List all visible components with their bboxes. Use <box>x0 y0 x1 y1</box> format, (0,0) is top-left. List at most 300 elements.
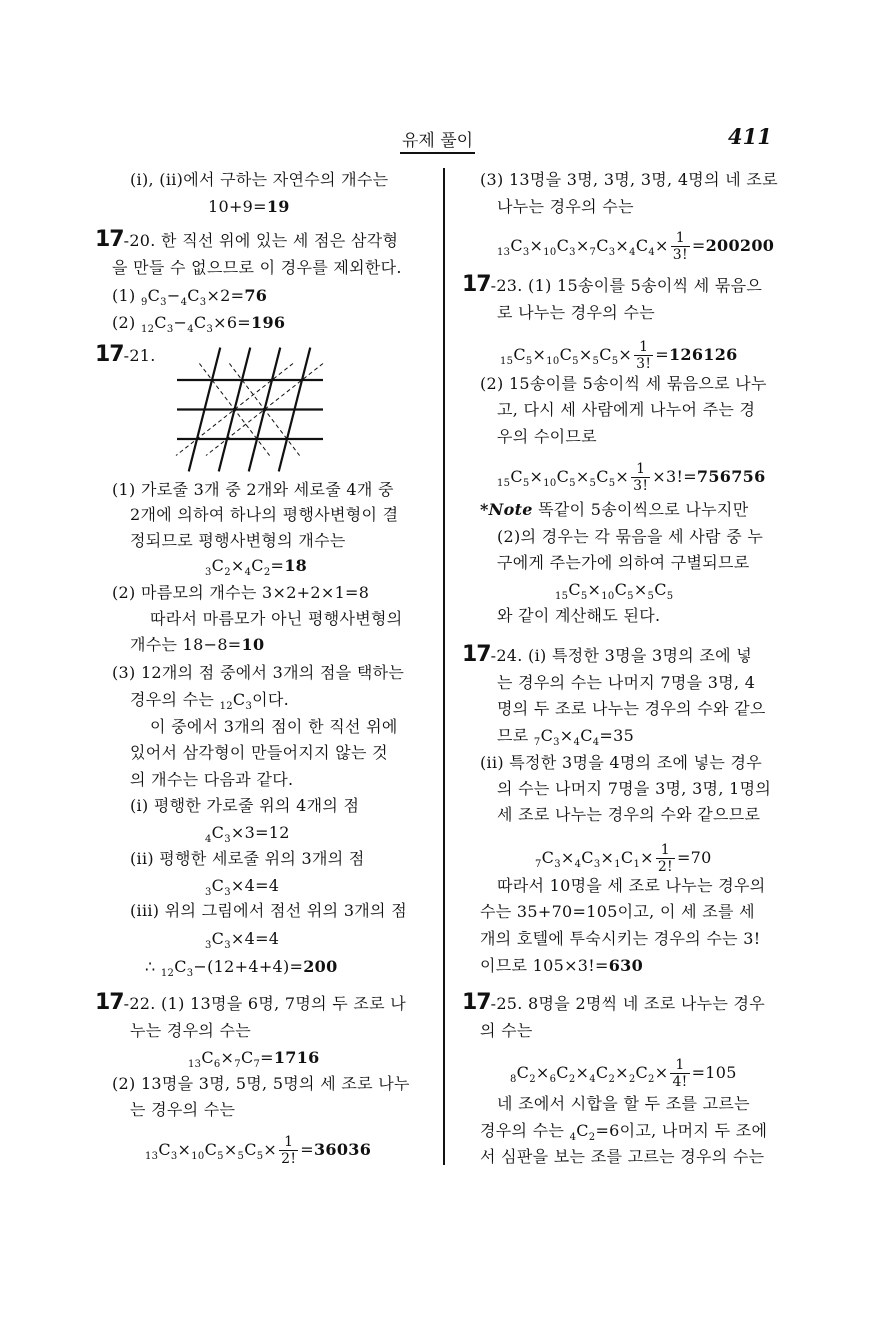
subscript: 12 <box>219 701 233 712</box>
right-column-line <box>480 929 760 949</box>
subscript: 10 <box>546 356 560 367</box>
numerator: 1 <box>656 842 675 859</box>
text: C <box>211 556 225 575</box>
denominator: 2! <box>657 859 673 875</box>
numerator: 1 <box>634 339 653 356</box>
denominator: 4! <box>672 1074 688 1090</box>
right-column-line <box>462 642 753 667</box>
left-column-line <box>112 1074 410 1094</box>
text: C <box>559 345 573 364</box>
text: (2) 13명을 3명, 5명, 5명의 세 조로 나누 <box>112 1074 410 1093</box>
subscript: 13 <box>497 247 511 258</box>
text: 명의 두 조로 나누는 경우의 수와 같으 <box>497 699 766 718</box>
subscript: 5 <box>522 478 530 489</box>
text: C <box>244 1140 257 1159</box>
right-column-line <box>497 876 765 896</box>
text: -25. 8명을 2명씩 네 조로 나누는 경우 <box>490 994 766 1013</box>
subscript: 3 <box>522 247 530 258</box>
subscript: 4 <box>648 247 656 258</box>
text: C <box>510 467 523 486</box>
subscript: 5 <box>611 356 619 367</box>
problem-number: 17 <box>462 642 491 667</box>
text: =35 <box>599 726 635 745</box>
subscript: 3 <box>569 247 576 258</box>
text: C <box>513 345 526 364</box>
left-column-line <box>205 876 279 899</box>
right-column-line <box>497 230 774 263</box>
subscript: 3 <box>166 324 174 335</box>
subscript: 5 <box>572 356 579 367</box>
right-column-line <box>497 805 760 825</box>
subscript: 2 <box>529 1074 536 1085</box>
text: (3) 13명을 3명, 3명, 3명, 4명의 네 조로 <box>480 170 778 189</box>
text: C <box>614 580 628 599</box>
subscript: 4 <box>574 859 582 870</box>
subscript: 3 <box>160 297 167 308</box>
answer: 756756 <box>696 467 766 486</box>
text: × <box>575 1063 590 1082</box>
text: =105 <box>691 1063 737 1082</box>
text: 정되므로 평행사변형의 개수는 <box>130 531 346 550</box>
text: × <box>559 726 574 745</box>
problem-number: 17 <box>95 990 124 1015</box>
subscript: 6 <box>549 1074 557 1085</box>
text: × <box>177 1140 192 1159</box>
text: ×4=4 <box>230 929 280 948</box>
subscript: 3 <box>205 567 212 578</box>
problem-number: 17 <box>462 272 491 297</box>
page-number: 411 <box>728 124 772 149</box>
text: ×3=12 <box>230 823 290 842</box>
text: 의 수는 <box>480 1021 533 1040</box>
right-column-line <box>497 427 597 447</box>
text: × <box>633 580 648 599</box>
subscript: 4 <box>244 567 252 578</box>
text: C <box>187 286 200 305</box>
text: ×6= <box>213 313 252 332</box>
text: = <box>260 1048 274 1067</box>
right-column-line <box>500 339 738 372</box>
right-column-line <box>497 699 766 719</box>
left-column-line <box>130 849 365 869</box>
numerator: 1 <box>671 230 690 247</box>
subscript: 2 <box>608 1074 616 1085</box>
text: C <box>158 1140 171 1159</box>
text: × <box>655 236 669 255</box>
text: 의 개수는 다음과 같다. <box>130 770 294 789</box>
answer: 18 <box>284 556 308 575</box>
subscript: 12 <box>140 324 155 335</box>
answer: 10 <box>241 635 265 654</box>
left-column-line <box>145 957 338 980</box>
left-column-line <box>188 1048 320 1071</box>
left-column-line <box>205 556 307 579</box>
left-column-line <box>112 286 267 309</box>
left-column-line <box>112 258 402 278</box>
left-column-line <box>130 770 293 790</box>
subscript: 15 <box>555 591 569 602</box>
text: (2)의 경우는 각 묶음을 세 사람 중 누 <box>497 527 764 546</box>
text: 의 수는 나머지 7명을 3명, 3명, 1명의 <box>497 779 772 798</box>
left-column-line <box>145 1134 371 1167</box>
text: C <box>581 848 594 867</box>
text: × <box>575 236 590 255</box>
fraction <box>279 1134 298 1167</box>
right-column-line <box>497 197 634 217</box>
subscript: 5 <box>237 1151 245 1162</box>
text: × <box>600 848 615 867</box>
left-column-line <box>130 635 264 655</box>
left-column-line <box>95 342 156 367</box>
text: C <box>556 236 570 255</box>
subscript: 2 <box>588 1132 596 1143</box>
text: C <box>635 236 649 255</box>
subscript: 15 <box>497 478 511 489</box>
subscript: 7 <box>253 1059 261 1070</box>
text: (i), (ii)에서 구하는 자연수의 개수는 <box>130 170 389 189</box>
text: C <box>580 726 593 745</box>
right-column-line <box>480 170 778 190</box>
text: -22. (1) 13명을 6명, 7명의 두 조로 나 <box>123 994 407 1013</box>
text: C <box>193 313 207 332</box>
text: 므로 <box>497 726 534 745</box>
text: 을 만들 수 없으므로 이 경우를 제외한다. <box>112 258 402 277</box>
subscript: 7 <box>589 247 597 258</box>
subscript: 3 <box>205 887 212 898</box>
text: C <box>599 345 612 364</box>
subscript: 4 <box>205 834 212 845</box>
subscript: 4 <box>629 247 636 258</box>
subscript: 7 <box>533 737 541 748</box>
left-column-line <box>130 796 359 816</box>
text: × <box>615 467 630 486</box>
right-column-line <box>480 1121 767 1144</box>
fraction <box>656 842 675 875</box>
fraction <box>634 339 653 372</box>
text: (i) 평행한 가로줄 위의 4개의 점 <box>130 796 360 815</box>
right-column-line <box>480 956 643 976</box>
subscript: 3 <box>199 297 207 308</box>
fraction <box>670 1057 689 1090</box>
text: C <box>596 467 609 486</box>
right-column-line <box>535 842 712 875</box>
right-column-line <box>462 990 766 1015</box>
right-column-line <box>510 1057 737 1090</box>
text: × <box>529 236 544 255</box>
text: (2) <box>112 313 141 332</box>
text: =6이고, 나머지 두 조에 <box>595 1121 768 1140</box>
subscript: 7 <box>535 859 542 870</box>
right-column-line <box>497 461 766 494</box>
section-title: 유제 풀이 <box>400 126 475 154</box>
text: × <box>587 580 602 599</box>
subscript: 4 <box>569 1132 577 1143</box>
right-column-line <box>462 272 763 297</box>
text: ∴ <box>145 957 161 976</box>
subscript: 3 <box>205 940 212 951</box>
text: ×2= <box>206 286 245 305</box>
text: ×4=4 <box>230 876 280 895</box>
subscript: 3 <box>224 834 231 845</box>
subscript: 5 <box>569 478 576 489</box>
answer: 76 <box>244 286 268 305</box>
problem-number: 17 <box>95 227 124 252</box>
text: -23. (1) 15송이를 5송이씩 세 묶음으 <box>490 276 763 295</box>
text: C <box>211 823 225 842</box>
answer: 630 <box>608 956 644 975</box>
left-column-line <box>95 227 399 252</box>
right-column-line <box>497 527 763 547</box>
subscript: 3 <box>206 324 214 335</box>
subscript: 3 <box>554 859 561 870</box>
text: C <box>174 957 187 976</box>
subscript: 2 <box>224 567 231 578</box>
fraction <box>631 461 650 494</box>
numerator: 1 <box>670 1057 689 1074</box>
subscript: 4 <box>180 297 188 308</box>
subscript: 1 <box>633 859 641 870</box>
left-column-line <box>208 197 290 217</box>
text: (1) <box>112 286 141 305</box>
answer: 19 <box>266 197 290 216</box>
left-column-line <box>130 505 398 525</box>
text: 우의 수이므로 <box>497 427 597 446</box>
right-column-line <box>497 553 750 573</box>
answer: 196 <box>251 313 286 332</box>
subscript: 13 <box>145 1151 159 1162</box>
text: × <box>640 848 654 867</box>
text: 서 심판을 보는 조를 고르는 경우의 수는 <box>480 1147 765 1166</box>
text: C <box>654 580 667 599</box>
text: 이 중에서 3개의 점이 한 직선 위에 <box>150 717 398 736</box>
subscript: 5 <box>608 478 616 489</box>
text: 있어서 삼각형이 만들어지지 않는 것 <box>130 743 388 762</box>
text: (ii) 특정한 3명을 4명의 조에 넣는 경우 <box>480 753 763 772</box>
subscript: 3 <box>224 887 231 898</box>
right-column-line <box>480 500 748 520</box>
text: 로 나누는 경우의 수는 <box>497 303 655 322</box>
text: C <box>147 286 161 305</box>
subscript: 2 <box>628 1074 636 1085</box>
text: C <box>568 580 581 599</box>
subscript: 5 <box>627 591 634 602</box>
text: C <box>556 467 570 486</box>
right-column-line <box>480 1147 764 1167</box>
text: = <box>270 556 285 575</box>
text: 구에게 주는가에 의하여 구별되므로 <box>497 553 750 572</box>
text: C <box>596 236 609 255</box>
subscript: 4 <box>589 1074 596 1085</box>
subscript: 4 <box>592 737 600 748</box>
text: 이다. <box>252 690 290 709</box>
text: 개의 호텔에 투숙시키는 경우의 수는 3! <box>480 929 761 948</box>
right-column-line <box>497 400 755 420</box>
right-column-line <box>497 303 655 323</box>
subscript: 4 <box>573 737 581 748</box>
note-label: *Note <box>480 500 533 519</box>
subscript: 3 <box>224 940 231 951</box>
text: × <box>560 848 575 867</box>
left-column-line <box>130 1100 235 1120</box>
subscript: 3 <box>608 247 616 258</box>
text: × <box>618 345 633 364</box>
text: C <box>232 690 246 709</box>
text: − <box>166 286 181 305</box>
text: C <box>635 1063 649 1082</box>
subscript: 10 <box>191 1151 205 1162</box>
left-column-line <box>112 313 285 336</box>
subscript: 10 <box>543 478 557 489</box>
answer: 36036 <box>314 1140 372 1159</box>
denominator: 3! <box>636 356 652 372</box>
subscript: 10 <box>543 247 557 258</box>
answer: 200200 <box>705 236 775 255</box>
text: = <box>691 236 706 255</box>
text: 는 경우의 수는 <box>130 1100 236 1119</box>
text: 2개에 의하여 하나의 평행사변형이 결 <box>130 505 399 524</box>
text: 똑같이 5송이씩으로 나누지만 <box>532 500 749 519</box>
text: × <box>529 467 544 486</box>
problem-number: 17 <box>95 342 124 367</box>
text: 와 같이 계산해도 된다. <box>497 606 661 625</box>
text: C <box>510 236 523 255</box>
subscript: 5 <box>589 478 597 489</box>
text: (1) 가로줄 3개 중 2개와 세로줄 4개 중 <box>112 480 394 499</box>
text: 는 경우의 수는 나머지 7명을 3명, 4 <box>497 673 756 692</box>
text: (ii) 평행한 세로줄 위의 3개의 점 <box>130 849 365 868</box>
text: 따라서 10명을 세 조로 나누는 경우의 <box>497 876 766 895</box>
text: C <box>541 848 555 867</box>
right-column-line <box>497 779 771 799</box>
subscript: 7 <box>234 1059 241 1070</box>
subscript: 5 <box>647 591 655 602</box>
subscript: 8 <box>510 1074 517 1085</box>
text: × <box>575 467 590 486</box>
subscript: 15 <box>500 356 514 367</box>
text: 고, 다시 세 사람에게 나누어 주는 경 <box>497 400 756 419</box>
text: C <box>556 1063 569 1082</box>
subscript: 2 <box>568 1074 576 1085</box>
right-column-line <box>480 902 755 922</box>
subscript: 5 <box>580 591 588 602</box>
left-column-line <box>150 717 398 737</box>
left-column-line <box>95 990 407 1015</box>
denominator: 3! <box>633 478 649 494</box>
text: C <box>201 1048 214 1067</box>
text: = <box>300 1140 314 1159</box>
denominator: 3! <box>672 247 688 263</box>
right-column-line <box>497 606 660 626</box>
text: C <box>576 1121 589 1140</box>
text: 경우의 수는 <box>480 1121 570 1140</box>
subscript: 9 <box>140 297 148 308</box>
right-column-line <box>497 726 634 749</box>
subscript: 5 <box>666 591 674 602</box>
text: × <box>654 1063 669 1082</box>
fraction <box>671 230 690 263</box>
text: 나누는 경우의 수는 <box>497 197 634 216</box>
text: -24. (i) 특정한 3명을 3명의 조에 넣 <box>490 646 753 665</box>
text: 따라서 마름모가 아닌 평행사변형의 <box>150 609 403 628</box>
text: 개수는 18−8= <box>130 635 242 654</box>
subscript: 1 <box>614 859 621 870</box>
left-column-line <box>112 663 404 683</box>
text: × <box>230 556 245 575</box>
left-column-line <box>205 929 279 952</box>
text: × <box>532 345 547 364</box>
text: 세 조로 나누는 경우의 수와 같으므로 <box>497 805 761 824</box>
subscript: 12 <box>160 968 175 979</box>
left-column-line <box>112 583 369 603</box>
text: × <box>263 1140 278 1159</box>
left-column-line <box>130 1021 251 1041</box>
text: 수는 35+70=105이고, 이 세 조를 세 <box>480 902 755 921</box>
problem-number: 17 <box>462 990 491 1015</box>
left-column-line <box>130 901 407 921</box>
subscript: 5 <box>217 1151 224 1162</box>
right-column-line <box>497 1094 750 1114</box>
text: 누는 경우의 수는 <box>130 1021 252 1040</box>
left-column-line <box>130 690 289 713</box>
text: = <box>655 345 669 364</box>
subscript: 3 <box>186 968 194 979</box>
text: C <box>211 876 225 895</box>
subscript: 10 <box>601 591 615 602</box>
text: C <box>204 1140 218 1159</box>
answer: 126126 <box>669 345 738 364</box>
text: (iii) 위의 그림에서 점선 위의 3개의 점 <box>130 901 407 920</box>
subscript: 5 <box>525 356 533 367</box>
subscript: 3 <box>170 1151 178 1162</box>
text: −(12+4+4)= <box>193 957 304 976</box>
text: C <box>251 556 264 575</box>
subscript: 3 <box>553 737 560 748</box>
text: × <box>615 1063 629 1082</box>
subscript: 3 <box>245 701 253 712</box>
text: (2) 15송이를 5송이씩 세 묶음으로 나누 <box>480 374 767 393</box>
left-column-line <box>112 480 394 500</box>
left-column-line <box>130 531 346 551</box>
text: × <box>535 1063 550 1082</box>
text: × <box>578 345 593 364</box>
text: C <box>211 929 225 948</box>
text: 10+9= <box>208 197 267 216</box>
text: − <box>173 313 188 332</box>
right-column-line <box>497 673 755 693</box>
text: 네 조에서 시합을 할 두 조를 고르는 <box>497 1094 750 1113</box>
right-column-line <box>480 753 762 773</box>
text: -21. <box>123 346 156 365</box>
text: C <box>516 1063 530 1082</box>
subscript: 2 <box>263 567 271 578</box>
text: (2) 마름모의 개수는 3×2+2×1=8 <box>112 583 370 602</box>
subscript: 13 <box>188 1059 202 1070</box>
answer: 200 <box>303 957 338 976</box>
answer: 1716 <box>273 1048 320 1067</box>
text: (3) 12개의 점 중에서 3개의 점을 택하는 <box>112 663 405 682</box>
subscript: 4 <box>187 324 194 335</box>
numerator: 1 <box>631 461 650 478</box>
text: C <box>595 1063 609 1082</box>
text: × <box>223 1140 238 1159</box>
text: 이므로 105×3!= <box>480 956 609 975</box>
text: 경우의 수는 <box>130 690 220 709</box>
left-column-line <box>150 609 403 629</box>
subscript: 5 <box>256 1151 264 1162</box>
left-column-line <box>130 170 388 190</box>
subscript: 6 <box>213 1059 221 1070</box>
numerator: 1 <box>279 1134 298 1151</box>
